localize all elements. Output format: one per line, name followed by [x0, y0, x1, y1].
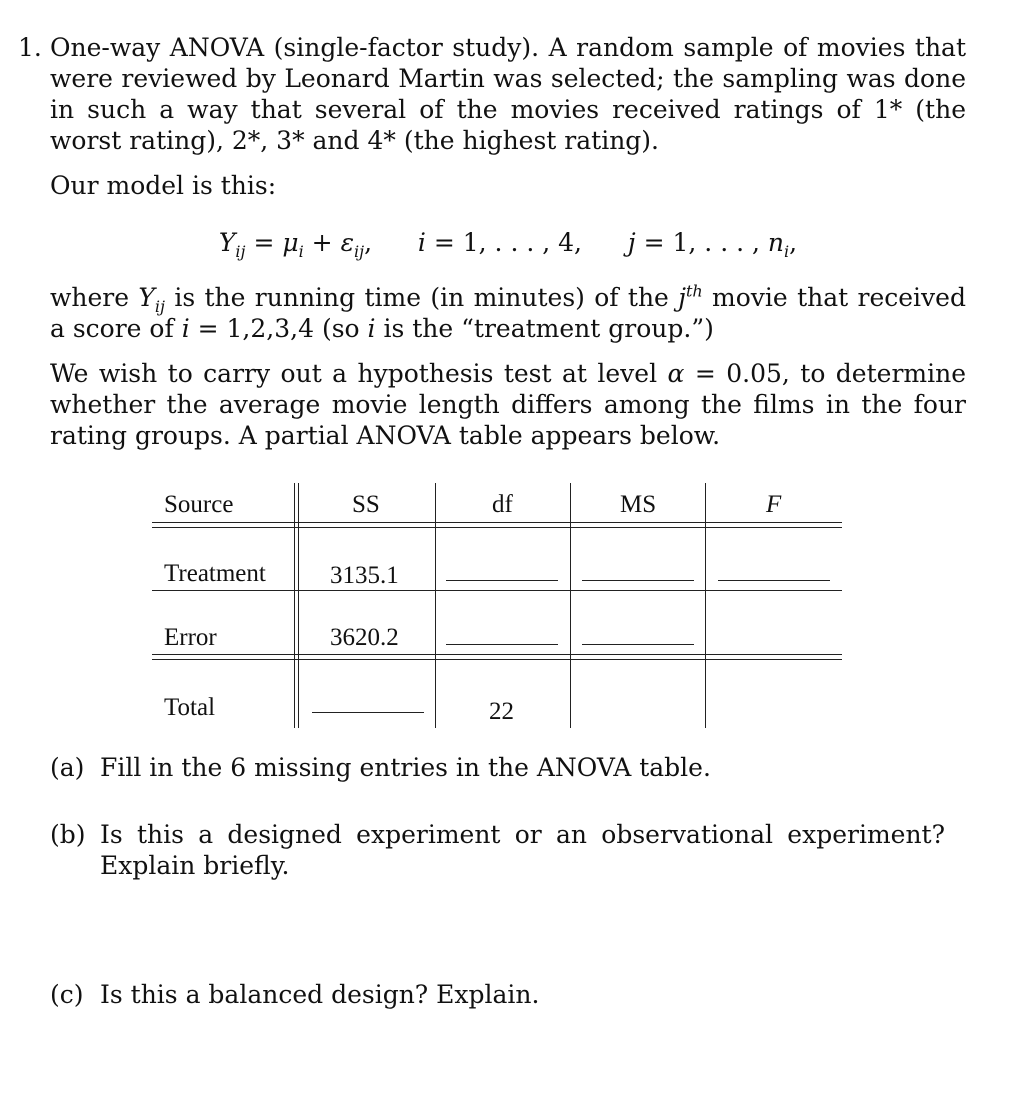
row-total-source: Total	[164, 694, 216, 721]
error-rule-top	[152, 654, 842, 655]
question-b-text: Is this a designed experiment or an observational experiment? Explain briefly.	[100, 820, 945, 880]
source-divider-right	[298, 483, 299, 728]
hypothesis-text: We wish to carry out a hypothesis test at level α = 0.05, to determine whether the average movie length differs among the films in the four rating groups. A partial ANOVA table appears below.	[50, 359, 966, 450]
header-ss: SS	[352, 491, 380, 518]
equation-i-range: i = 1, . . . , 4,	[417, 228, 582, 257]
row-treatment-source: Treatment	[164, 560, 266, 587]
header-ms: MS	[620, 491, 657, 518]
row-error-source: Error	[164, 624, 217, 651]
df-divider	[570, 483, 571, 728]
treatment-f-blank[interactable]	[718, 580, 830, 581]
question-c	[50, 979, 960, 1010]
treatment-df-blank[interactable]	[446, 580, 558, 581]
row-treatment-ss: 3135.1	[330, 562, 399, 589]
anova-table	[152, 483, 842, 728]
equation-j-range: j = 1, . . . , $n_i$,	[627, 228, 798, 261]
question-b	[50, 819, 945, 881]
problem-body	[50, 32, 966, 451]
row-total-df: 22	[489, 698, 514, 725]
question-b-label: (b)	[50, 820, 86, 849]
error-rule-bottom	[152, 659, 842, 660]
treatment-ms-blank[interactable]	[582, 580, 694, 581]
question-c-label: (c)	[50, 980, 84, 1009]
problem-1	[18, 32, 966, 465]
question-a-text: Fill in the 6 missing entries in the ANOVA table.	[100, 753, 711, 782]
problem-intro: One-way ANOVA (single-factor study). A random sample of movies that were reviewed by Leonard Martin was selected; the sampling was done in such a way that several of the movies received ratings of 1* (the worst rating), 2*, 3* and 4* (the highest rating).	[50, 33, 966, 155]
model-equation	[50, 227, 966, 261]
error-ms-blank[interactable]	[582, 644, 694, 645]
header-rule-bottom	[152, 527, 842, 528]
row-error-ss: 3620.2	[330, 624, 399, 651]
source-divider-left	[294, 483, 295, 728]
model-lead: Our model is this:	[50, 171, 277, 200]
header-source: Source	[164, 491, 234, 518]
treatment-row-rule	[152, 590, 842, 591]
ms-divider	[705, 483, 706, 728]
question-a	[50, 752, 960, 783]
ss-divider	[435, 483, 436, 728]
question-c-text: Is this a balanced design? Explain.	[100, 980, 540, 1009]
header-df: df	[492, 491, 513, 518]
total-ss-blank[interactable]	[312, 712, 424, 713]
where-text: where $Y_{ij}$ is the running time (in minutes) of the $j^{th}$ movie that received a score of i = 1,2,3,4 (so i is the “treatment group.”)	[50, 281, 966, 343]
equation-main: $Y_{ij} = \mu_i + \varepsilon_{ij}$,	[218, 228, 373, 261]
problem-number: 1.	[18, 33, 42, 62]
questions	[50, 752, 960, 1010]
question-a-label: (a)	[50, 753, 85, 782]
header-f: F	[766, 491, 782, 518]
header-rule-top	[152, 522, 842, 523]
error-df-blank[interactable]	[446, 644, 558, 645]
